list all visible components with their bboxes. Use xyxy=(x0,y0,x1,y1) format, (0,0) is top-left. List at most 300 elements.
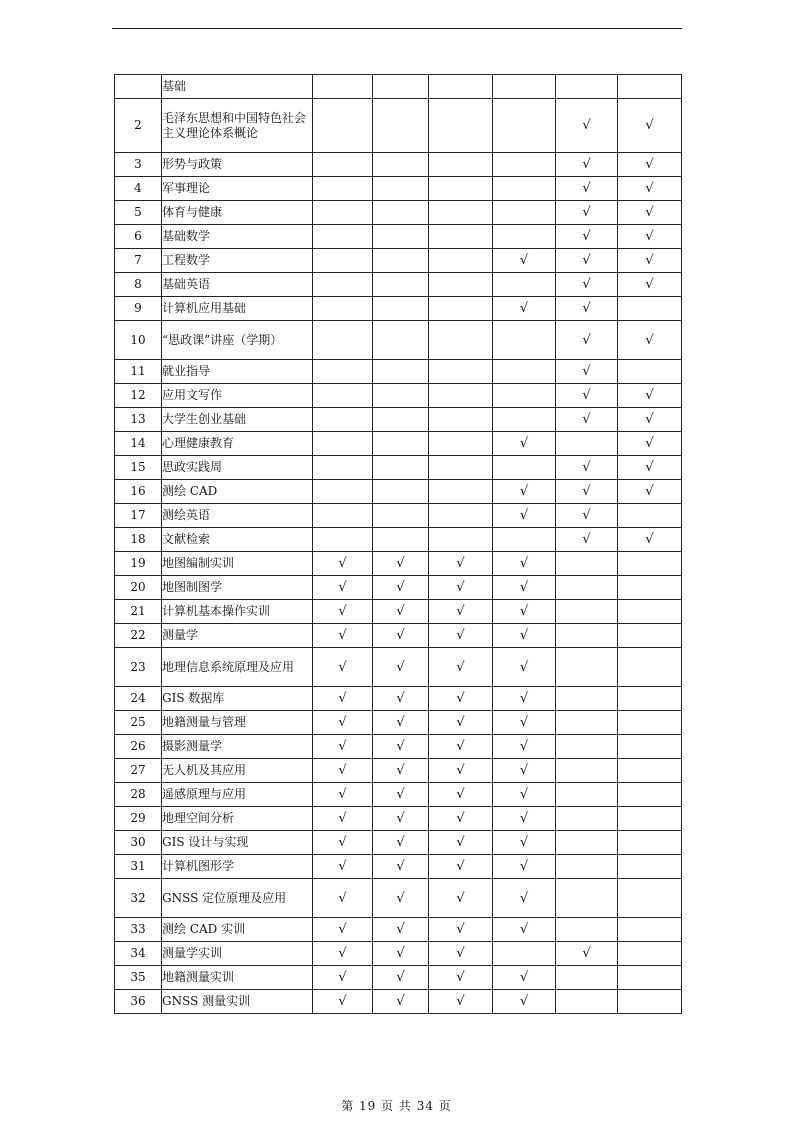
check-mark-cell xyxy=(618,879,682,918)
check-mark-cell: √ xyxy=(313,807,373,831)
check-mark-cell: √ xyxy=(618,528,682,552)
row-number: 16 xyxy=(115,480,162,504)
check-mark-cell: √ xyxy=(313,855,373,879)
check-mark-cell: √ xyxy=(556,408,618,432)
check-mark-cell: √ xyxy=(429,759,493,783)
row-number: 8 xyxy=(115,273,162,297)
check-mark-cell xyxy=(313,360,373,384)
check-mark-cell: √ xyxy=(373,855,429,879)
check-mark-cell xyxy=(618,75,682,99)
check-mark-cell: √ xyxy=(556,360,618,384)
course-name: GNSS 定位原理及应用 xyxy=(162,879,313,918)
check-mark-cell: √ xyxy=(618,432,682,456)
check-mark-cell xyxy=(429,75,493,99)
check-mark-cell: √ xyxy=(618,273,682,297)
check-mark-cell: √ xyxy=(373,879,429,918)
check-mark-cell xyxy=(373,225,429,249)
check-mark-cell xyxy=(429,528,493,552)
check-mark-cell xyxy=(373,384,429,408)
check-mark-cell: √ xyxy=(313,552,373,576)
course-name: 基础英语 xyxy=(162,273,313,297)
check-mark-cell: √ xyxy=(493,990,556,1014)
row-number: 31 xyxy=(115,855,162,879)
check-mark-cell xyxy=(493,99,556,153)
check-mark-cell: √ xyxy=(429,990,493,1014)
check-mark-cell xyxy=(493,321,556,360)
check-mark-cell: √ xyxy=(493,966,556,990)
check-mark-cell xyxy=(313,408,373,432)
check-mark-cell xyxy=(493,408,556,432)
course-name: GNSS 测量实训 xyxy=(162,990,313,1014)
check-mark-cell: √ xyxy=(556,942,618,966)
row-number: 28 xyxy=(115,783,162,807)
check-mark-cell: √ xyxy=(313,759,373,783)
check-mark-cell xyxy=(429,480,493,504)
check-mark-cell xyxy=(313,201,373,225)
row-number: 17 xyxy=(115,504,162,528)
check-mark-cell xyxy=(313,384,373,408)
course-name: 测量学实训 xyxy=(162,942,313,966)
check-mark-cell: √ xyxy=(556,225,618,249)
row-number: 24 xyxy=(115,687,162,711)
row-number: 13 xyxy=(115,408,162,432)
table-row xyxy=(115,783,682,807)
table-row xyxy=(115,297,682,321)
check-mark-cell: √ xyxy=(493,480,556,504)
check-mark-cell xyxy=(429,297,493,321)
check-mark-cell: √ xyxy=(556,99,618,153)
check-mark-cell xyxy=(618,759,682,783)
check-mark-cell xyxy=(429,408,493,432)
check-mark-cell: √ xyxy=(493,831,556,855)
check-mark-cell xyxy=(556,807,618,831)
table-row xyxy=(115,552,682,576)
course-table xyxy=(114,74,682,1014)
row-number: 3 xyxy=(115,153,162,177)
row-number: 18 xyxy=(115,528,162,552)
check-mark-cell: √ xyxy=(493,297,556,321)
check-mark-cell: √ xyxy=(429,711,493,735)
check-mark-cell: √ xyxy=(618,480,682,504)
header-rule xyxy=(112,28,682,29)
check-mark-cell: √ xyxy=(556,297,618,321)
check-mark-cell xyxy=(556,432,618,456)
check-mark-cell: √ xyxy=(373,831,429,855)
check-mark-cell: √ xyxy=(429,855,493,879)
check-mark-cell xyxy=(373,408,429,432)
row-number: 15 xyxy=(115,456,162,480)
check-mark-cell: √ xyxy=(493,576,556,600)
check-mark-cell xyxy=(556,552,618,576)
check-mark-cell: √ xyxy=(313,711,373,735)
check-mark-cell xyxy=(618,966,682,990)
check-mark-cell: √ xyxy=(313,735,373,759)
table-body xyxy=(115,75,682,1014)
table-row xyxy=(115,918,682,942)
check-mark-cell xyxy=(373,480,429,504)
check-mark-cell: √ xyxy=(493,918,556,942)
table-row xyxy=(115,528,682,552)
check-mark-cell xyxy=(618,297,682,321)
check-mark-cell: √ xyxy=(313,879,373,918)
row-number: 33 xyxy=(115,918,162,942)
table-row xyxy=(115,177,682,201)
row-number: 14 xyxy=(115,432,162,456)
table-row xyxy=(115,321,682,360)
check-mark-cell: √ xyxy=(556,384,618,408)
check-mark-cell xyxy=(493,384,556,408)
check-mark-cell xyxy=(556,687,618,711)
course-name: 地理信息系统原理及应用 xyxy=(162,648,313,687)
check-mark-cell: √ xyxy=(493,552,556,576)
course-name: GIS 设计与实现 xyxy=(162,831,313,855)
check-mark-cell xyxy=(618,711,682,735)
table-row xyxy=(115,807,682,831)
check-mark-cell xyxy=(618,807,682,831)
row-number: 35 xyxy=(115,966,162,990)
row-number: 32 xyxy=(115,879,162,918)
check-mark-cell xyxy=(313,321,373,360)
course-name: 心理健康教育 xyxy=(162,432,313,456)
check-mark-cell: √ xyxy=(373,576,429,600)
check-mark-cell xyxy=(493,456,556,480)
check-mark-cell: √ xyxy=(429,735,493,759)
table-row xyxy=(115,201,682,225)
check-mark-cell xyxy=(618,600,682,624)
page-footer: 第 19 页 共 34 页 xyxy=(341,1099,452,1113)
row-number: 4 xyxy=(115,177,162,201)
check-mark-cell: √ xyxy=(493,432,556,456)
check-mark-cell: √ xyxy=(493,504,556,528)
check-mark-cell xyxy=(313,249,373,273)
check-mark-cell: √ xyxy=(313,576,373,600)
course-name: 测绘英语 xyxy=(162,504,313,528)
check-mark-cell xyxy=(313,225,373,249)
table-row xyxy=(115,711,682,735)
check-mark-cell xyxy=(313,99,373,153)
check-mark-cell xyxy=(313,297,373,321)
check-mark-cell xyxy=(373,99,429,153)
check-mark-cell xyxy=(373,297,429,321)
check-mark-cell xyxy=(373,273,429,297)
course-name: 基础 xyxy=(162,75,313,99)
check-mark-cell: √ xyxy=(556,273,618,297)
check-mark-cell xyxy=(618,990,682,1014)
table-row xyxy=(115,99,682,153)
course-name: 毛泽东思想和中国特色社会主义理论体系概论 xyxy=(162,99,313,153)
check-mark-cell: √ xyxy=(373,966,429,990)
table-row xyxy=(115,576,682,600)
course-name: 地图制图学 xyxy=(162,576,313,600)
check-mark-cell: √ xyxy=(493,711,556,735)
check-mark-cell xyxy=(313,528,373,552)
check-mark-cell: √ xyxy=(313,648,373,687)
check-mark-cell xyxy=(556,759,618,783)
table-row xyxy=(115,966,682,990)
check-mark-cell xyxy=(618,552,682,576)
course-name: 测绘 CAD 实训 xyxy=(162,918,313,942)
row-number: 22 xyxy=(115,624,162,648)
check-mark-cell: √ xyxy=(493,735,556,759)
check-mark-cell: √ xyxy=(493,855,556,879)
course-name: 计算机基本操作实训 xyxy=(162,600,313,624)
check-mark-cell: √ xyxy=(373,990,429,1014)
check-mark-cell xyxy=(618,504,682,528)
check-mark-cell: √ xyxy=(556,528,618,552)
check-mark-cell xyxy=(618,687,682,711)
course-name: 测量学 xyxy=(162,624,313,648)
check-mark-cell: √ xyxy=(493,807,556,831)
check-mark-cell xyxy=(429,504,493,528)
check-mark-cell xyxy=(373,177,429,201)
check-mark-cell xyxy=(373,75,429,99)
check-mark-cell: √ xyxy=(373,711,429,735)
check-mark-cell xyxy=(493,273,556,297)
check-mark-cell: √ xyxy=(618,408,682,432)
check-mark-cell xyxy=(556,831,618,855)
check-mark-cell xyxy=(373,504,429,528)
table-row xyxy=(115,249,682,273)
check-mark-cell: √ xyxy=(556,456,618,480)
table-row xyxy=(115,735,682,759)
check-mark-cell xyxy=(618,735,682,759)
row-number: 26 xyxy=(115,735,162,759)
check-mark-cell: √ xyxy=(618,201,682,225)
check-mark-cell: √ xyxy=(556,177,618,201)
course-name: GIS 数据库 xyxy=(162,687,313,711)
table-row xyxy=(115,504,682,528)
table-row xyxy=(115,687,682,711)
table-row xyxy=(115,600,682,624)
check-mark-cell xyxy=(556,648,618,687)
check-mark-cell: √ xyxy=(313,990,373,1014)
check-mark-cell: √ xyxy=(556,504,618,528)
check-mark-cell: √ xyxy=(493,249,556,273)
check-mark-cell xyxy=(493,528,556,552)
course-name: 计算机图形学 xyxy=(162,855,313,879)
check-mark-cell xyxy=(556,966,618,990)
check-mark-cell: √ xyxy=(429,966,493,990)
row-number: 29 xyxy=(115,807,162,831)
course-name: 基础数学 xyxy=(162,225,313,249)
row-number: 19 xyxy=(115,552,162,576)
check-mark-cell: √ xyxy=(556,480,618,504)
check-mark-cell: √ xyxy=(373,807,429,831)
check-mark-cell: √ xyxy=(373,687,429,711)
course-name: 形势与政策 xyxy=(162,153,313,177)
check-mark-cell xyxy=(429,360,493,384)
check-mark-cell: √ xyxy=(373,759,429,783)
check-mark-cell: √ xyxy=(493,687,556,711)
row-number: 30 xyxy=(115,831,162,855)
course-name: 遥感原理与应用 xyxy=(162,783,313,807)
table-row xyxy=(115,759,682,783)
course-name: 无人机及其应用 xyxy=(162,759,313,783)
row-number: 25 xyxy=(115,711,162,735)
course-name: 地籍测量实训 xyxy=(162,966,313,990)
check-mark-cell: √ xyxy=(618,456,682,480)
check-mark-cell: √ xyxy=(493,783,556,807)
check-mark-cell: √ xyxy=(313,942,373,966)
check-mark-cell: √ xyxy=(493,879,556,918)
check-mark-cell xyxy=(313,456,373,480)
check-mark-cell xyxy=(373,321,429,360)
check-mark-cell: √ xyxy=(429,807,493,831)
table-row xyxy=(115,75,682,99)
table-row xyxy=(115,648,682,687)
check-mark-cell: √ xyxy=(429,783,493,807)
table-row xyxy=(115,855,682,879)
check-mark-cell xyxy=(429,432,493,456)
course-name: 体育与健康 xyxy=(162,201,313,225)
check-mark-cell: √ xyxy=(373,783,429,807)
table-row xyxy=(115,360,682,384)
check-mark-cell: √ xyxy=(618,153,682,177)
check-mark-cell xyxy=(429,321,493,360)
check-mark-cell xyxy=(556,75,618,99)
row-number: 12 xyxy=(115,384,162,408)
check-mark-cell: √ xyxy=(429,552,493,576)
check-mark-cell: √ xyxy=(313,831,373,855)
check-mark-cell xyxy=(429,201,493,225)
check-mark-cell xyxy=(429,273,493,297)
check-mark-cell: √ xyxy=(429,687,493,711)
check-mark-cell: √ xyxy=(429,624,493,648)
row-number: 27 xyxy=(115,759,162,783)
table-row xyxy=(115,432,682,456)
course-name: 工程数学 xyxy=(162,249,313,273)
course-name: 就业指导 xyxy=(162,360,313,384)
check-mark-cell xyxy=(556,576,618,600)
check-mark-cell xyxy=(618,648,682,687)
check-mark-cell xyxy=(618,855,682,879)
check-mark-cell: √ xyxy=(373,735,429,759)
row-number: 9 xyxy=(115,297,162,321)
check-mark-cell: √ xyxy=(556,321,618,360)
check-mark-cell: √ xyxy=(313,624,373,648)
check-mark-cell xyxy=(618,831,682,855)
check-mark-cell xyxy=(556,855,618,879)
table-row xyxy=(115,990,682,1014)
check-mark-cell: √ xyxy=(313,966,373,990)
check-mark-cell: √ xyxy=(373,600,429,624)
check-mark-cell xyxy=(373,456,429,480)
check-mark-cell: √ xyxy=(618,99,682,153)
check-mark-cell xyxy=(429,153,493,177)
check-mark-cell: √ xyxy=(429,942,493,966)
course-name: 大学生创业基础 xyxy=(162,408,313,432)
check-mark-cell xyxy=(493,177,556,201)
row-number xyxy=(115,75,162,99)
table-row xyxy=(115,624,682,648)
row-number: 10 xyxy=(115,321,162,360)
check-mark-cell: √ xyxy=(618,249,682,273)
check-mark-cell xyxy=(313,75,373,99)
check-mark-cell: √ xyxy=(313,783,373,807)
row-number: 34 xyxy=(115,942,162,966)
check-mark-cell xyxy=(493,360,556,384)
check-mark-cell xyxy=(618,624,682,648)
course-name: 计算机应用基础 xyxy=(162,297,313,321)
check-mark-cell xyxy=(493,153,556,177)
row-number: 5 xyxy=(115,201,162,225)
row-number: 11 xyxy=(115,360,162,384)
table-row xyxy=(115,273,682,297)
check-mark-cell xyxy=(313,177,373,201)
row-number: 6 xyxy=(115,225,162,249)
course-name: 文献检索 xyxy=(162,528,313,552)
check-mark-cell xyxy=(313,153,373,177)
check-mark-cell xyxy=(429,99,493,153)
check-mark-cell xyxy=(618,918,682,942)
course-name: 军事理论 xyxy=(162,177,313,201)
check-mark-cell xyxy=(618,783,682,807)
check-mark-cell: √ xyxy=(493,759,556,783)
check-mark-cell: √ xyxy=(618,177,682,201)
check-mark-cell xyxy=(429,177,493,201)
check-mark-cell: √ xyxy=(373,648,429,687)
check-mark-cell: √ xyxy=(618,384,682,408)
check-mark-cell: √ xyxy=(618,321,682,360)
row-number: 23 xyxy=(115,648,162,687)
check-mark-cell: √ xyxy=(429,831,493,855)
check-mark-cell xyxy=(556,918,618,942)
check-mark-cell xyxy=(373,153,429,177)
table-row xyxy=(115,879,682,918)
check-mark-cell xyxy=(313,504,373,528)
table-row xyxy=(115,225,682,249)
check-mark-cell xyxy=(373,249,429,273)
check-mark-cell xyxy=(556,711,618,735)
check-mark-cell xyxy=(618,942,682,966)
row-number: 21 xyxy=(115,600,162,624)
check-mark-cell: √ xyxy=(313,918,373,942)
table-row xyxy=(115,153,682,177)
table-row xyxy=(115,480,682,504)
check-mark-cell xyxy=(556,879,618,918)
check-mark-cell: √ xyxy=(313,687,373,711)
check-mark-cell: √ xyxy=(429,648,493,687)
check-mark-cell xyxy=(556,735,618,759)
check-mark-cell xyxy=(556,783,618,807)
check-mark-cell xyxy=(493,201,556,225)
table-row xyxy=(115,831,682,855)
check-mark-cell: √ xyxy=(556,153,618,177)
check-mark-cell: √ xyxy=(429,600,493,624)
course-name: 地理空间分析 xyxy=(162,807,313,831)
check-mark-cell: √ xyxy=(493,648,556,687)
check-mark-cell xyxy=(429,456,493,480)
course-name: 地籍测量与管理 xyxy=(162,711,313,735)
check-mark-cell xyxy=(429,249,493,273)
check-mark-cell: √ xyxy=(313,600,373,624)
check-mark-cell: √ xyxy=(429,576,493,600)
check-mark-cell: √ xyxy=(373,552,429,576)
check-mark-cell: √ xyxy=(373,942,429,966)
check-mark-cell xyxy=(493,942,556,966)
course-name: 摄影测量学 xyxy=(162,735,313,759)
table-row xyxy=(115,942,682,966)
check-mark-cell xyxy=(556,600,618,624)
check-mark-cell xyxy=(373,432,429,456)
check-mark-cell xyxy=(373,528,429,552)
table-row xyxy=(115,408,682,432)
table-row xyxy=(115,384,682,408)
check-mark-cell: √ xyxy=(373,624,429,648)
row-number: 2 xyxy=(115,99,162,153)
course-name: 测绘 CAD xyxy=(162,480,313,504)
check-mark-cell: √ xyxy=(429,918,493,942)
